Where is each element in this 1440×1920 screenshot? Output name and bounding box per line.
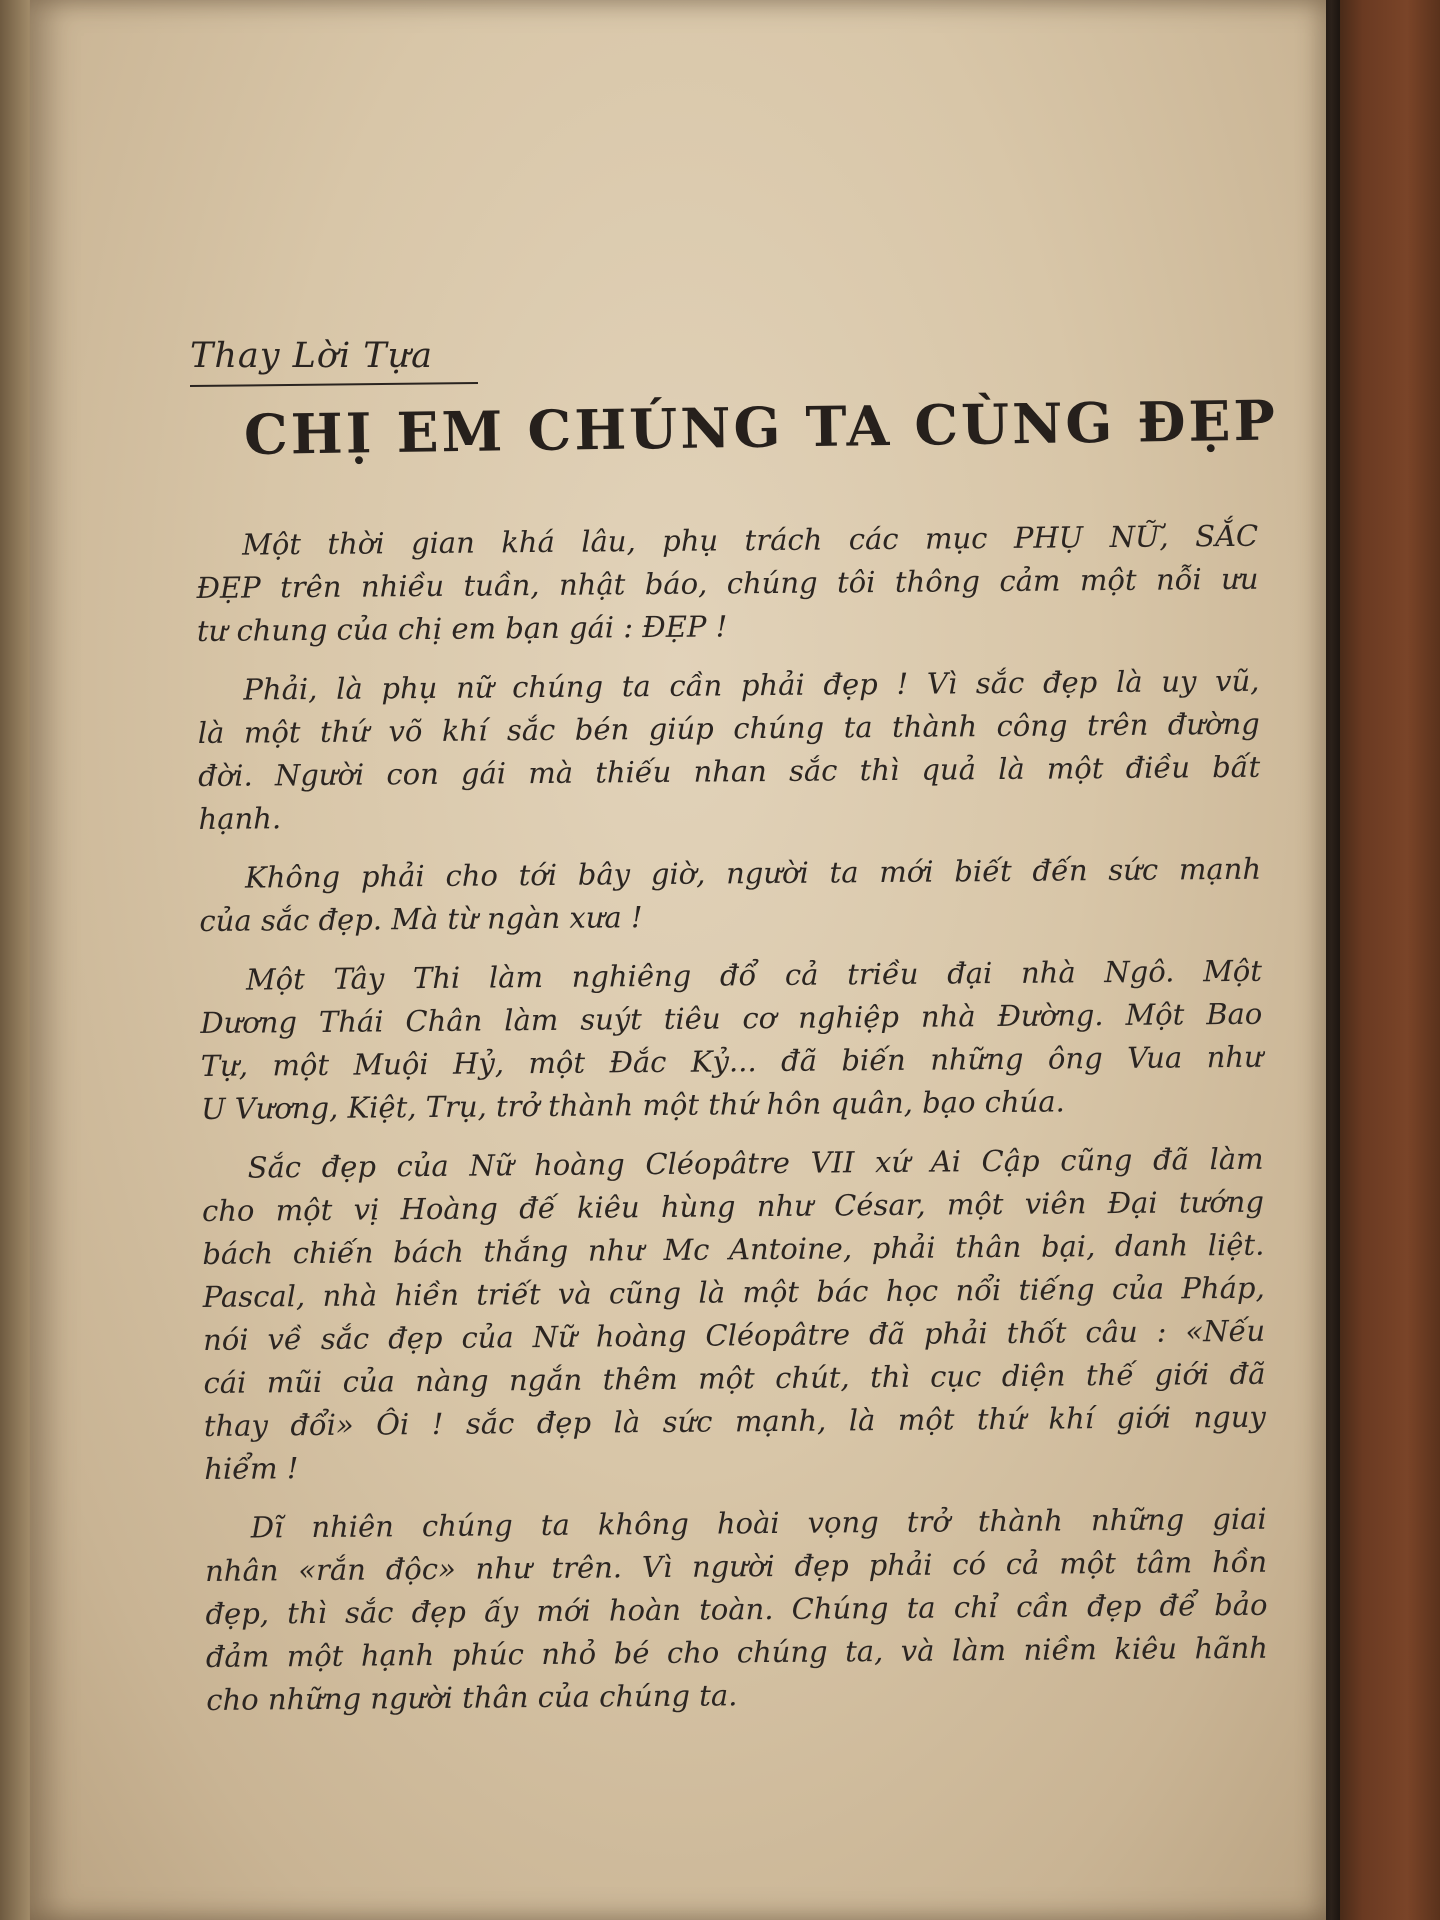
text-line: cho một vị Hoàng đế kiêu hùng như César, một viên Đại tướng bbox=[201, 1184, 1265, 1228]
paragraph bbox=[200, 950, 1263, 1131]
pre-title: Thay Lời Tựa bbox=[190, 336, 434, 376]
text-line: nhân «rắn độc» như trên. Vì người đẹp phải có cả một tâm hồn bbox=[204, 1544, 1268, 1588]
text-line: Sắc đẹp của Nữ hoàng Cléopâtre VII xứ Ai Cập cũng đã làm bbox=[247, 1141, 1264, 1185]
text-line: hạnh. bbox=[198, 801, 282, 836]
text-line: cái mũi của nàng ngắn thêm một chút, thì cục diện thế giới đã bbox=[203, 1356, 1266, 1400]
wooden-table bbox=[1330, 0, 1440, 1920]
text-line: Pascal, nhà hiền triết và cũng là một bác học nổi tiếng của Pháp, bbox=[202, 1270, 1265, 1314]
text-line: U Vương, Kiệt, Trụ, trở thành một thứ hôn quân, bạo chúa. bbox=[200, 1084, 1065, 1126]
text-line: Không phải cho tới bây giờ, người ta mới biết đến sức mạnh bbox=[244, 851, 1262, 895]
text-line: là một thứ võ khí sắc bén giúp chúng ta thành công trên đường bbox=[197, 706, 1260, 750]
text-line: cho những người thân của chúng ta. bbox=[206, 1678, 738, 1717]
book-page bbox=[30, 0, 1326, 1920]
text-line: thay đổi» Ôi ! sắc đẹp là sức mạnh, là một thứ khí giới nguy bbox=[203, 1399, 1266, 1443]
text-line: Một thời gian khá lâu, phụ trách các mục PHỤ NỮ, SẮC bbox=[242, 518, 1259, 562]
text-line: tư chung của chị em bạn gái : ĐẸP ! bbox=[196, 609, 728, 648]
page-title: CHỊ EM CHÚNG TA CÙNG ĐẸP bbox=[243, 387, 1279, 467]
text-line: Tự, một Muội Hỷ, một Đắc Kỷ... đã biến những ông Vua như bbox=[200, 1039, 1263, 1083]
paragraph bbox=[205, 1498, 1269, 1722]
paragraph bbox=[196, 515, 1259, 653]
text-line: Một Tây Thi làm nghiêng đổ cả triều đại nhà Ngô. Một bbox=[245, 953, 1263, 997]
text-line: hiểm ! bbox=[204, 1451, 299, 1486]
paragraph bbox=[197, 660, 1260, 841]
text-line: Dương Thái Chân làm suýt tiêu cơ nghiệp nhà Đường. Một Bao bbox=[200, 996, 1263, 1040]
text-line: ĐẸP trên nhiều tuần, nhật báo, chúng tôi thông cảm một nỗi ưu bbox=[196, 561, 1259, 605]
text-line: Phải, là phụ nữ chúng ta cần phải đẹp ! Vì sắc đẹp là uy vũ, bbox=[243, 663, 1260, 707]
text-line: của sắc đẹp. Mà từ ngàn xưa ! bbox=[199, 900, 643, 938]
paragraph bbox=[199, 848, 1262, 943]
text-line: nói về sắc đẹp của Nữ hoàng Cléopâtre đã phải thốt câu : «Nếu bbox=[202, 1313, 1266, 1357]
text-line: đời. Người con gái mà thiếu nhan sắc thì quả là một điều bất bbox=[198, 749, 1261, 793]
text-line: đẹp, thì sắc đẹp ấy mới hoàn toàn. Chúng ta chỉ cần đẹp để bảo bbox=[205, 1587, 1268, 1631]
paragraph bbox=[201, 1138, 1266, 1491]
text-line: Dĩ nhiên chúng ta không hoài vọng trở thành những giai bbox=[250, 1501, 1267, 1545]
text-line: đảm một hạnh phúc nhỏ bé cho chúng ta, và làm niềm kiêu hãnh bbox=[205, 1630, 1268, 1674]
text-line: bách chiến bách thắng như Mc Antoine, phải thân bại, danh liệt. bbox=[202, 1227, 1265, 1271]
pre-title-underline bbox=[190, 382, 478, 387]
body-text bbox=[196, 515, 1269, 1738]
